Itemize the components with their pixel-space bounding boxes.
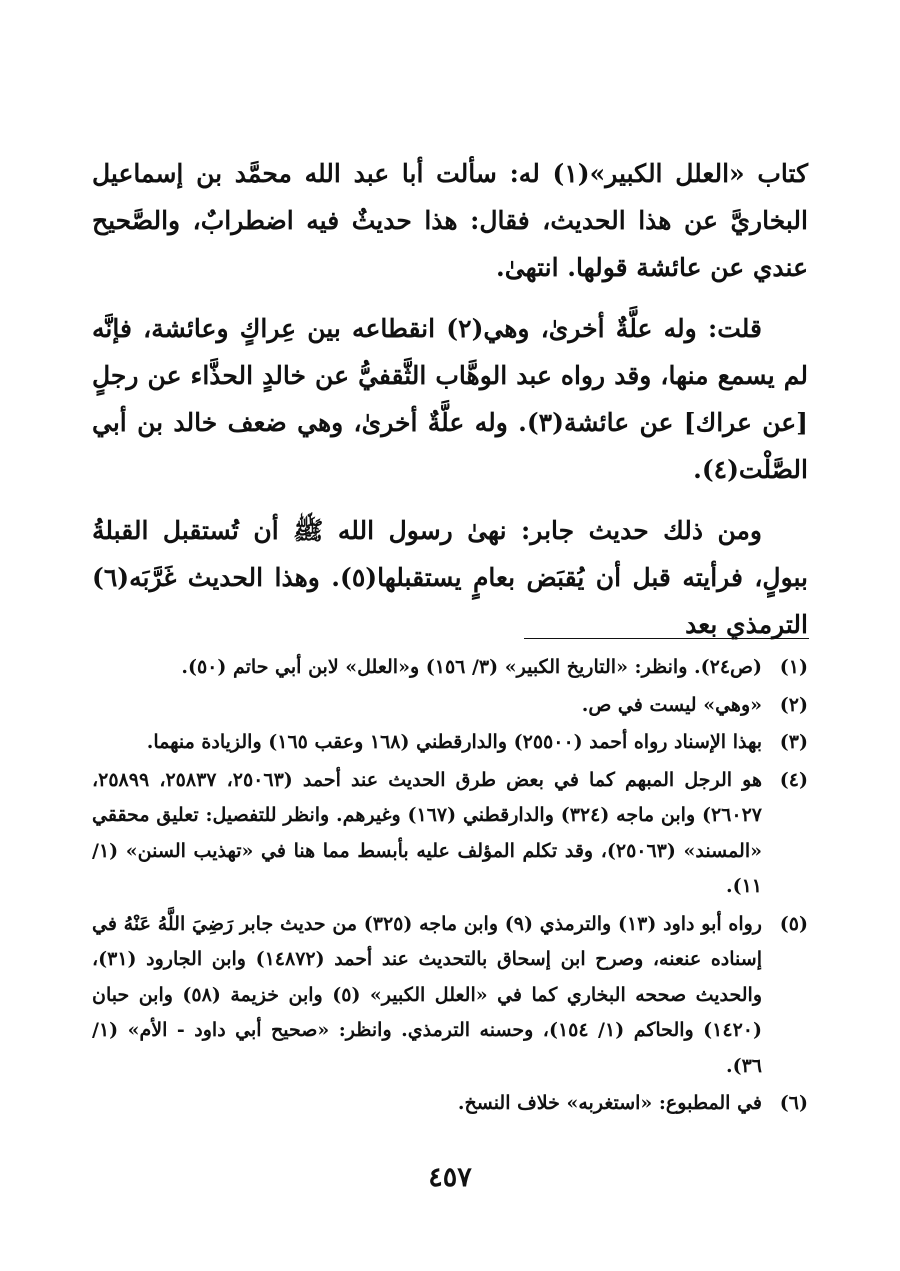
main-text [92, 150, 808, 662]
footnote-text: (ص٢٤). وانظر: «التاريخ الكبير» (٣/ ١٥٦) و«العلل» لابن أبي حاتم (٥٠). [181, 656, 762, 678]
footnote-separator [524, 638, 809, 639]
footnote-text: رواه أبو داود (١٣) والترمذي (٩) وابن ماجه (٣٢٥) من حديث جابر رَضِيَ اللَّهُ عَنْهُ في إسناده عنعنه، وصرح ابن إسحاق بالتحديث عند أحمد (١٤٨٧٢) وابن الجارود (٣١)، والحديث صححه البخاري كما في «العلل الكبير» (٥) وابن خزيمة (٥٨) وابن حبان (١٤٢٠) والحاكم (١/ ١٥٤)، وحسنه الترمذي. وانظر: «صحيح أبي داود - الأم» (١/ ٣٦). [92, 912, 762, 1077]
footnote-1 [92, 650, 808, 686]
footnote-number: (١) [779, 656, 808, 678]
footnote-number: (٢) [779, 693, 808, 716]
page-number: ٤٥٧ [428, 1162, 472, 1193]
footnote-3 [92, 725, 808, 761]
footnote-text: في المطبوع: «استغربه» خلاف النسخ. [457, 1092, 762, 1114]
paragraph-1: كتاب «العلل الكبير»(١) له: سألت أبا عبد الله محمَّد بن إسماعيل البخاريَّ عن هذا الحديث، فقال: هذا حديثٌ فيه اضطرابٌ، والصَّحيح عندي عن عائشة قولها. انتهىٰ. [92, 159, 808, 282]
footnote-5 [92, 907, 808, 1085]
footnote-text: «وهي» ليست في ص. [581, 693, 762, 716]
footnote-2 [92, 688, 808, 724]
footnote-number: (٤) [779, 768, 808, 791]
footnote-number: (٣) [779, 731, 808, 753]
footnotes [92, 650, 808, 1124]
footnote-number: (٥) [779, 912, 808, 935]
paragraph-3: ومن ذلك حديث جابر: نهىٰ رسول الله ﷺ أن تُستقبل القبلةُ ببولٍ، فرأيته قبل أن يُقبَض بعامٍ يستقبلها(٥). وهذا الحديث غَرَّبَه(٦) الترمذي بعد [92, 516, 808, 639]
footnote-6 [92, 1086, 808, 1122]
footnote-number: (٦) [779, 1092, 808, 1114]
footnote-text: بهذا الإسناد رواه أحمد (٢٥٥٠٠) والدارقطني (١٦٨ وعقب ١٦٥) والزيادة منهما. [146, 731, 762, 753]
footnote-4 [92, 763, 808, 905]
paragraph-2: قلت: وله علَّةٌ أخرىٰ، وهي(٢) انقطاعه بين عِراكٍ وعائشة، فإنَّه لم يسمع منها، وقد رواه عبد الوهَّاب الثَّقفيُّ عن خالدٍ الحذَّاء عن رجلٍ [عن عراك] عن عائشة(٣). وله علَّةٌ أخرىٰ، وهي ضعف خالد بن أبي الصَّلْت(٤). [92, 314, 809, 484]
footnote-text: هو الرجل المبهم كما في بعض طرق الحديث عند أحمد (٢٥٠٦٣، ٢٥٨٣٧، ٢٥٨٩٩، ٢٦٠٢٧) وابن ماجه (٣٢٤) والدارقطني (١٦٧) وغيرهم. وانظر للتفصيل: تعليق محققي «المسند» (٢٥٠٦٣)، وقد تكلم المؤلف عليه بأبسط مما هنا في «تهذيب السنن» (١/ ١١). [92, 768, 763, 897]
